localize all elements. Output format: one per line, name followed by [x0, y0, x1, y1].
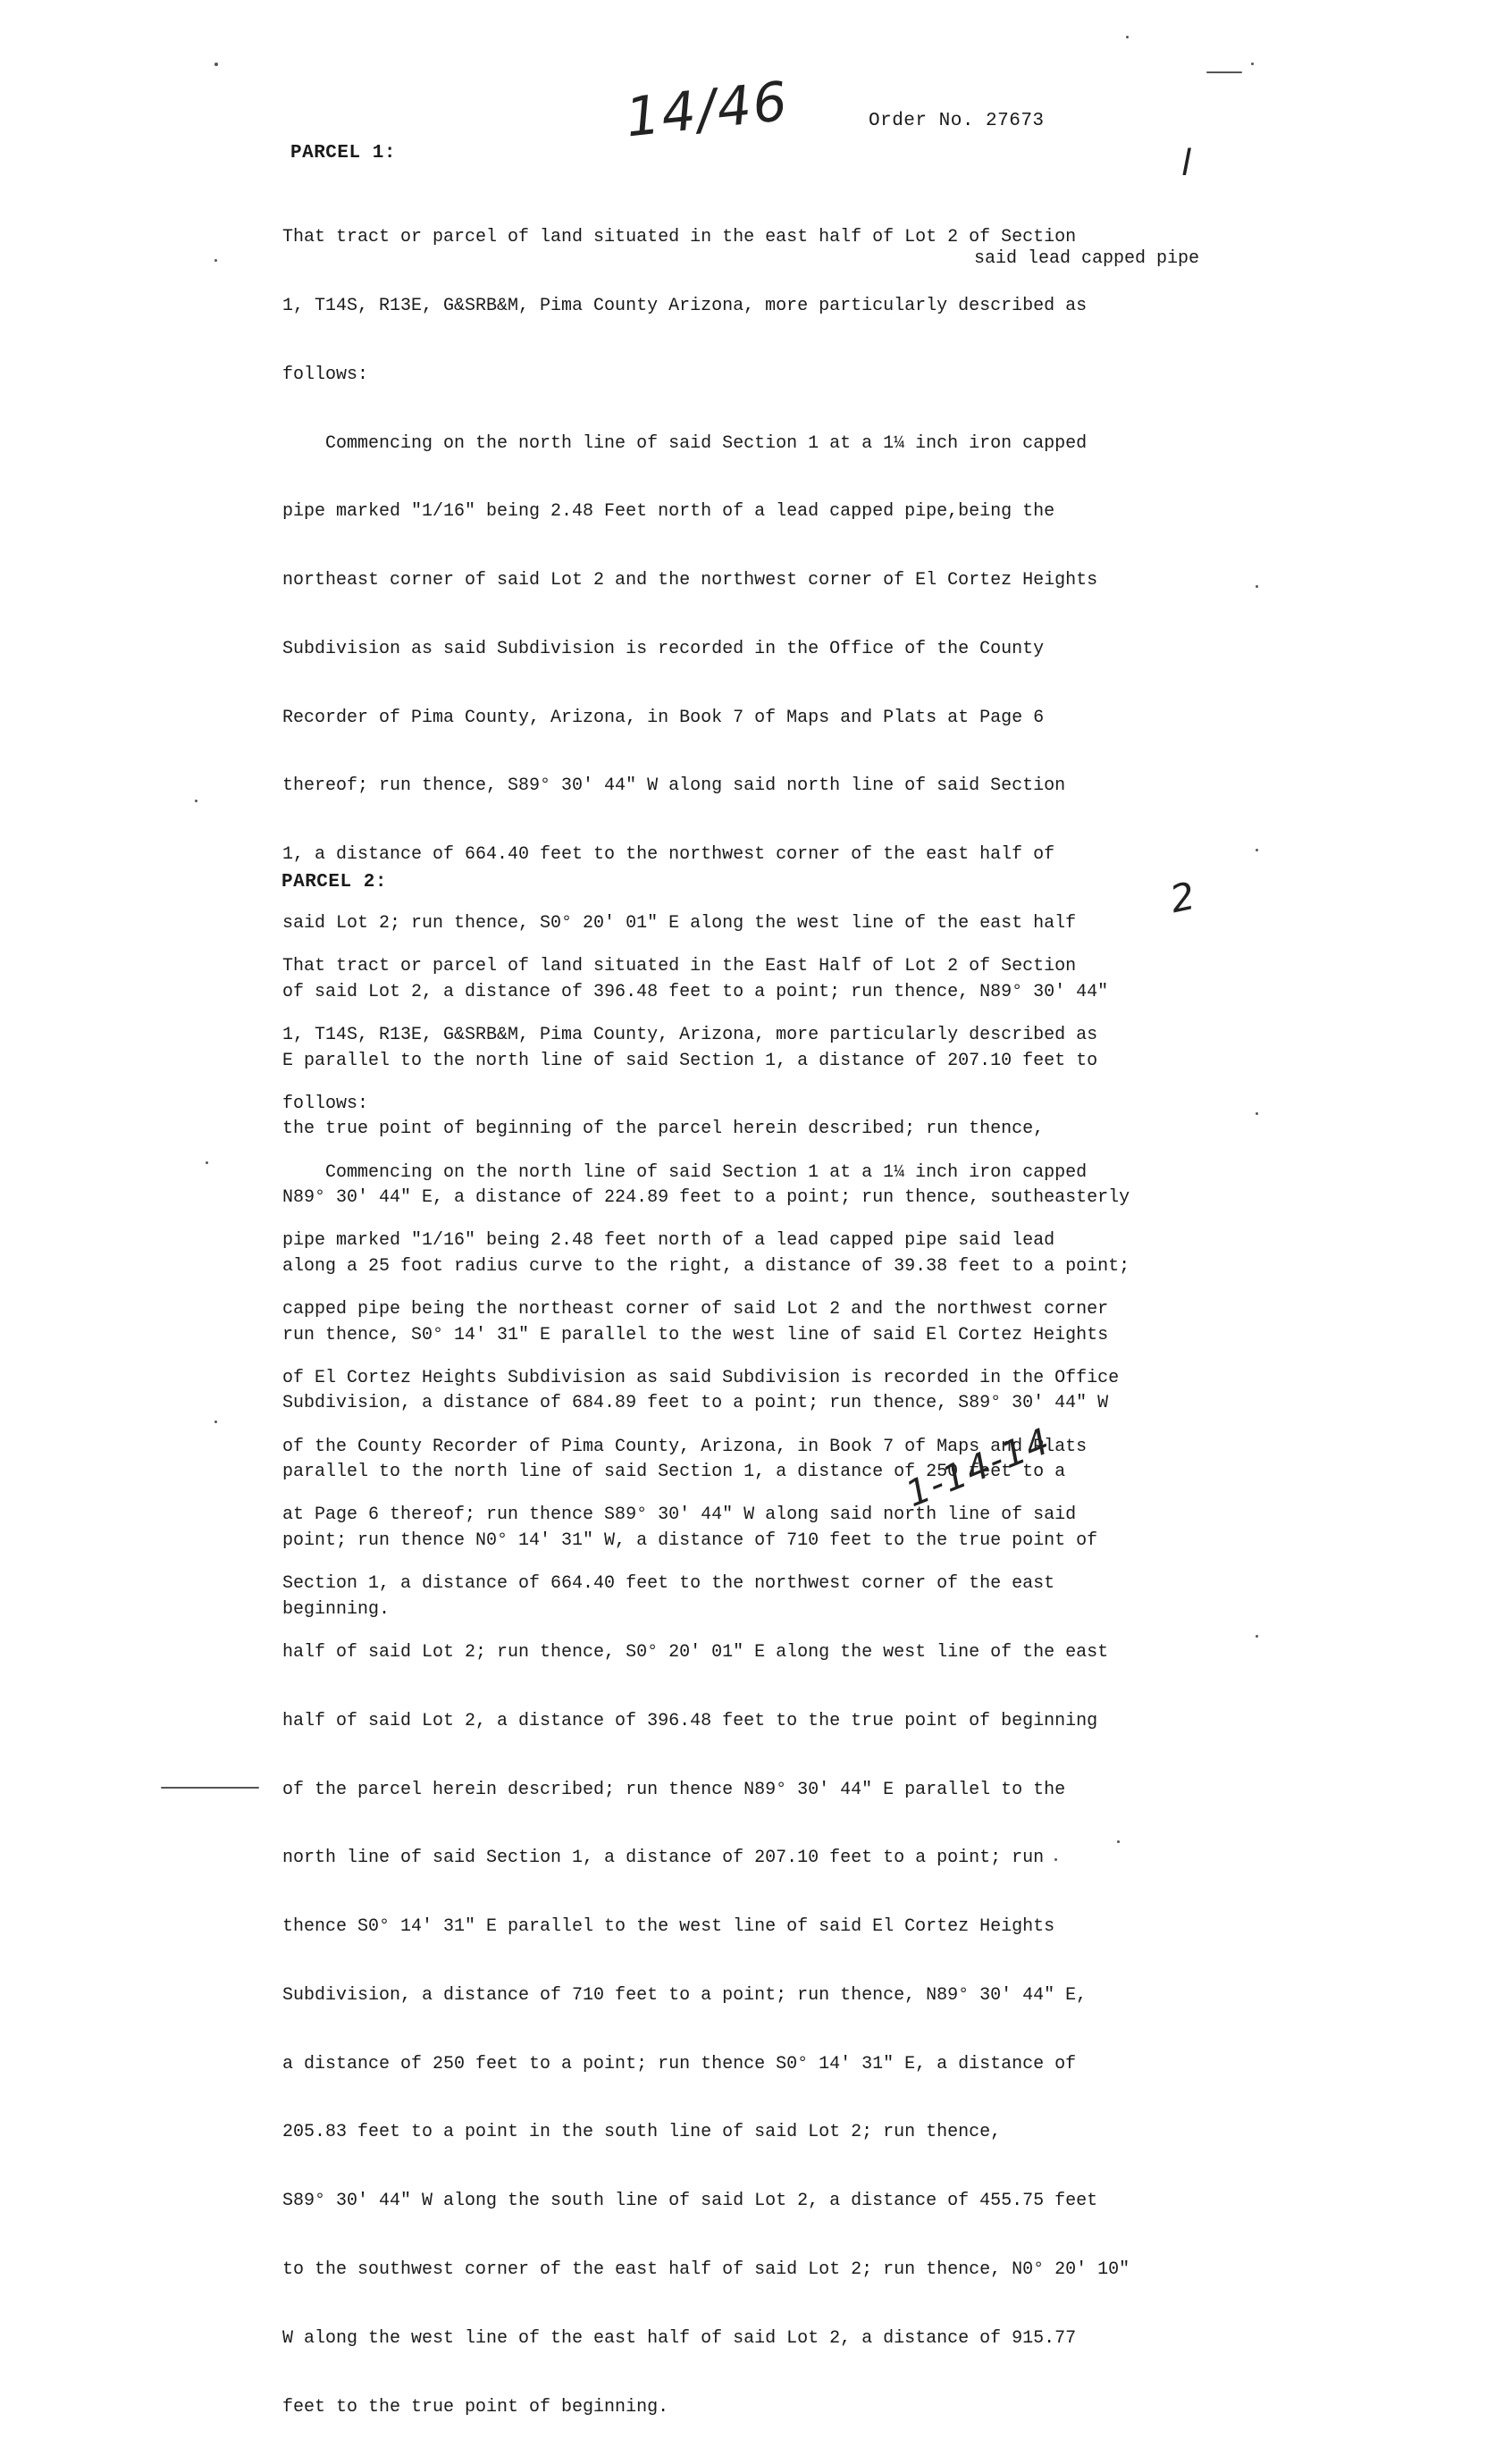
- parcel-2-line: half of said Lot 2, a distance of 396.48 feet to the true point of beginning: [282, 1710, 1098, 1731]
- handwritten-file-number: 14/46: [622, 70, 793, 150]
- scan-speck: [1206, 71, 1242, 73]
- parcel-2-line: to the southwest corner of the east half of said Lot 2; run thence, N0° 20' 10": [282, 2259, 1130, 2281]
- parcel-1-line: Subdivision, a distance of 684.89 feet to a point; run thence, S89° 30' 44" W: [282, 1393, 1109, 1414]
- parcel-1-line: pipe marked "1/16" being 2.48 Feet north of a lead capped pipe,being the: [282, 501, 1055, 523]
- parcel-2-line: That tract or parcel of land situated in the East Half of Lot 2 of Section: [282, 956, 1077, 977]
- parcel-1-line: thereof; run thence, S89° 30' 44" W along said north line of said Section: [282, 775, 1066, 797]
- parcel-2-heading: PARCEL 2:: [281, 872, 387, 893]
- parcel-1-line: Subdivision as said Subdivision is recorded in the Office of the County: [282, 638, 1045, 659]
- parcel-2-line: of El Cortez Heights Subdivision as said Subdivision is recorded in the Office: [282, 1367, 1120, 1388]
- parcel-2-line: capped pipe being the northeast corner of said Lot 2 and the northwest corner: [282, 1299, 1109, 1320]
- parcel-2-line: 1, T14S, R13E, G&SRB&M, Pima County, Arizona, more particularly described as: [282, 1024, 1098, 1045]
- parcel-2-line: north line of said Section 1, a distance of 207.10 feet to a point; run: [282, 1848, 1045, 1869]
- parcel-1-line: of said Lot 2, a distance of 396.48 feet to a point; run thence, N89° 30' 44": [282, 981, 1109, 1002]
- parcel-1-line: That tract or parcel of land situated in the east half of Lot 2 of Section: [282, 227, 1077, 248]
- parcel-1-interline-insert: said lead capped pipe: [974, 248, 1200, 269]
- parcel-1-line: along a 25 foot radius curve to the right, a distance of 39.38 feet to a point;: [282, 1255, 1130, 1277]
- parcel-1-line: Recorder of Pima County, Arizona, in Book 7 of Maps and Plats at Page 6: [282, 707, 1045, 728]
- scan-speck: [214, 63, 218, 66]
- parcel-1-line: run thence, S0° 14' 31" E parallel to the west line of said El Cortez Heights: [282, 1324, 1109, 1345]
- scan-speck: [1117, 1840, 1120, 1843]
- handwritten-margin-mark-1: l: [1181, 143, 1192, 184]
- parcel-2-line: a distance of 250 feet to a point; run thence S0° 14' 31" E, a distance of: [282, 2053, 1077, 2074]
- scan-speck: [214, 1421, 217, 1423]
- parcel-1-line: beginning.: [282, 1598, 391, 1620]
- parcel-2-line: follows:: [282, 1093, 369, 1114]
- parcel-1-line: 1, a distance of 664.40 feet to the northwest corner of the east half of: [282, 844, 1055, 866]
- scan-speck: [1256, 1112, 1258, 1115]
- parcel-1-line: said Lot 2; run thence, S0° 20' 01" E along the west line of the east half: [282, 913, 1077, 934]
- handwritten-date: 1-14-14: [900, 1420, 1057, 1516]
- parcel-1-line: northeast corner of said Lot 2 and the northwest corner of El Cortez Heights: [282, 570, 1098, 591]
- order-number: Order No. 27673: [869, 111, 1045, 131]
- scan-speck: [1256, 1635, 1258, 1638]
- scan-speck: [161, 1787, 259, 1789]
- parcel-1-line: point; run thence N0° 14' 31" W, a distance of 710 feet to the true point of: [282, 1530, 1098, 1552]
- parcel-2-description: [282, 909, 1130, 2464]
- parcel-2-line: pipe marked "1/16" being 2.48 feet north of a lead capped pipe said lead: [282, 1230, 1055, 1252]
- parcel-2-line: S89° 30' 44" W along the south line of said Lot 2, a distance of 455.75 feet: [282, 2191, 1098, 2212]
- parcel-1-line: Commencing on the north line of said Section 1 at a 1¼ inch iron capped: [282, 432, 1088, 454]
- scan-speck: [206, 1161, 208, 1164]
- parcel-2-line: half of said Lot 2; run thence, S0° 20' 01" E along the west line of the east: [282, 1642, 1109, 1663]
- handwritten-margin-mark-2: 2: [1166, 873, 1199, 922]
- parcel-2-line: feet to the true point of beginning.: [282, 2396, 669, 2418]
- scan-speck: [1054, 1858, 1057, 1861]
- parcel-1-line: parallel to the north line of said Section 1, a distance of 250 feet to a: [282, 1462, 1066, 1483]
- scan-speck: [1251, 63, 1254, 65]
- parcel-2-line: Subdivision, a distance of 710 feet to a point; run thence, N89° 30' 44" E,: [282, 1984, 1088, 2006]
- parcel-2-line: W along the west line of the east half of said Lot 2, a distance of 915.77: [282, 2327, 1077, 2349]
- parcel-1-line: the true point of beginning of the parcel herein described; run thence,: [282, 1119, 1045, 1140]
- scan-speck: [195, 800, 197, 802]
- parcel-2-line: 205.83 feet to a point in the south line of said Lot 2; run thence,: [282, 2122, 1002, 2143]
- scan-speck: [1126, 36, 1129, 38]
- parcel-2-line: of the parcel herein described; run thence N89° 30' 44" E parallel to the: [282, 1779, 1066, 1800]
- scan-speck: [1256, 585, 1258, 588]
- parcel-2-line: Commencing on the north line of said Section 1 at a 1¼ inch iron capped: [282, 1161, 1088, 1183]
- parcel-1-line: E parallel to the north line of said Section 1, a distance of 207.10 feet to: [282, 1050, 1098, 1071]
- parcel-1-line: N89° 30' 44" E, a distance of 224.89 feet to a point; run thence, southeasterly: [282, 1187, 1130, 1209]
- parcel-1-line: 1, T14S, R13E, G&SRB&M, Pima County Arizona, more particularly described as: [282, 295, 1088, 316]
- parcel-2-line: at Page 6 thereof; run thence S89° 30' 44" W along said north line of said: [282, 1504, 1077, 1526]
- parcel-1-heading: PARCEL 1:: [290, 143, 396, 163]
- parcel-2-line: Section 1, a distance of 664.40 feet to the northwest corner of the east: [282, 1573, 1055, 1595]
- parcel-1-line: follows:: [282, 364, 369, 385]
- parcel-2-line: of the County Recorder of Pima County, Arizona, in Book 7 of Maps and Plats: [282, 1436, 1088, 1457]
- scan-speck: [1256, 849, 1258, 851]
- parcel-2-line: thence S0° 14' 31" E parallel to the west line of said El Cortez Heights: [282, 1916, 1055, 1938]
- scan-speck: [214, 259, 217, 262]
